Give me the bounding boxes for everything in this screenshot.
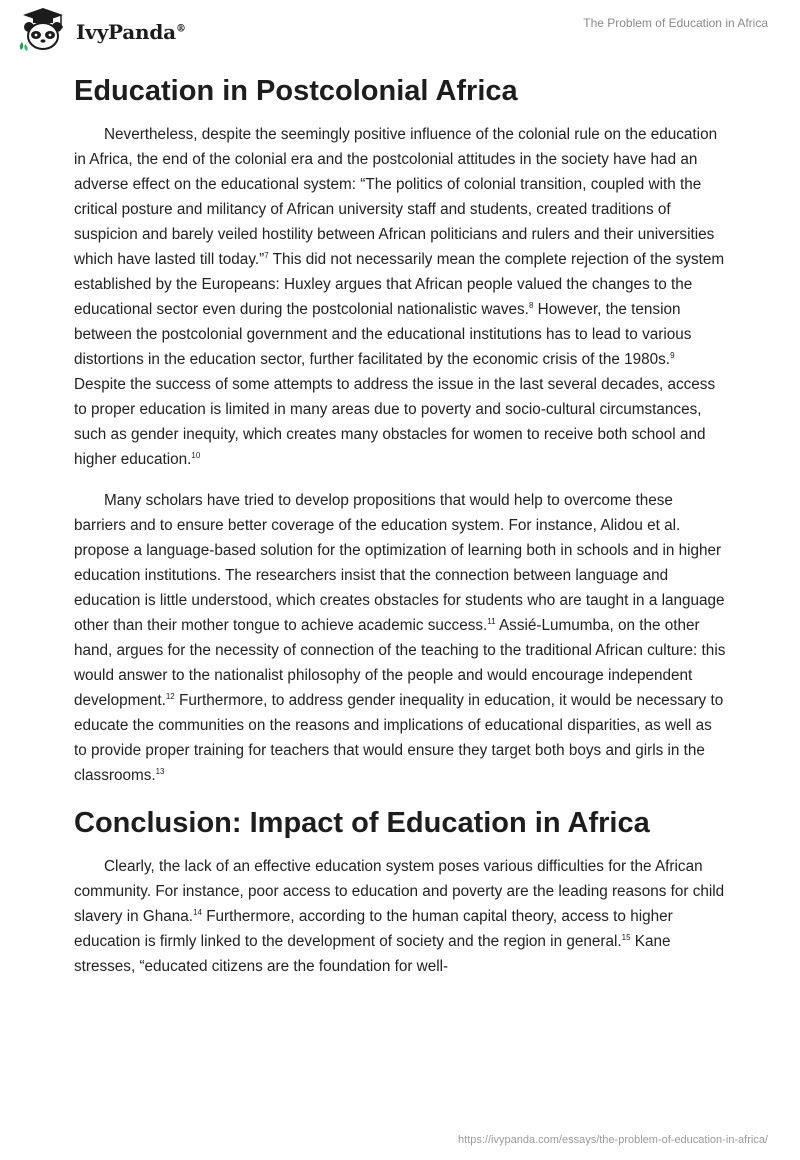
brand-name-text: IvyPanda xyxy=(76,19,176,44)
footnote-marker[interactable]: 11 xyxy=(487,616,496,626)
brand-name xyxy=(76,20,186,44)
ivypanda-logo[interactable] xyxy=(16,6,186,57)
paragraph: Nevertheless, despite the seemingly positive influence of the colonial rule on the education in Africa, the end of the colonial era and the postcolonial attitudes in the society have had an adverse effect on the educational system: “The politics of colonial transition, coupled with the critical posture and militancy of African university staff and students, created traditions of suspicion and barely veiled hostility between African politicians and rulers and their universities which have lasted till today.”$^7$ This did not necessarily mean the complete rejection of the system established by the Europeans: Huxley argues that African people valued the changes to the educational sector even during the postcolonial nationalistic waves.$^8$ However, the tension between the postcolonial government and the educational institutions has to lead to various distortions in the education sector, further facilitated by the economic crisis of the 1980s.$^9$ Despite the success of some attempts to address the issue in the last several decades, access to proper education is limited in many areas due to poverty and socio-cultural circumstances, such as gender inequity, which creates many obstacles for women to receive both school and higher education.$^{10}$ xyxy=(74,126,725,468)
document-title: The Problem of Education in Africa xyxy=(583,16,768,30)
footnote-marker[interactable]: 7 xyxy=(264,250,269,260)
footnote-marker[interactable]: 8 xyxy=(528,300,534,310)
footnote-marker[interactable]: 12 xyxy=(165,691,175,701)
section-heading-conclusion: Conclusion: Impact of Education in Africa xyxy=(74,807,650,839)
essay-content xyxy=(74,72,728,995)
page-header xyxy=(0,0,800,66)
footnote-marker[interactable]: 9 xyxy=(670,350,675,360)
section-heading-postcolonial: Education in Postcolonial Africa xyxy=(74,75,518,107)
footnote-marker[interactable]: 10 xyxy=(191,450,201,460)
registered-mark: ® xyxy=(175,22,186,34)
panda-icon xyxy=(16,6,70,57)
source-url[interactable]: https://ivypanda.com/essays/the-problem-of-education-in-africa/ xyxy=(458,1134,768,1146)
footnote-marker[interactable]: 15 xyxy=(621,932,631,942)
paragraph: Clearly, the lack of an effective education system poses various difficulties for the African community. For instance, poor access to education and poverty are the leading reasons for child slavery in Ghana.$^{14}$ Furthermore, according to the human capital theory, access to higher education is firmly linked to the development of society and the region in general.$^{15}$ Kane stresses, “educated citizens are the foundation for well- xyxy=(74,858,725,975)
paragraph: Many scholars have tried to develop propositions that would help to overcome these barriers and to ensure better coverage of the education system. For instance, Alidou et al. propose a language-based solution for the optimization of learning both in schools and in higher education institutions. The researchers insist that the connection between language and education is little understood, which creates obstacles for students who are taught in a language other than their mother tongue to achieve academic success.$^{11}$ Assié-Lumumba, on the other hand, argues for the necessity of connection of the teaching to the traditional African culture: this would answer to the nationalist philosophy of the people and would encourage independent development.$^{12}$ Furthermore, to address gender inequality in education, it would be necessary to educate the communities on the reasons and implications of educational disparities, as well as to provide proper training for teachers that would ensure they target both boys and girls in the classrooms.$^{13}$ xyxy=(74,492,726,784)
footnote-marker[interactable]: 14 xyxy=(193,907,202,917)
footnote-marker[interactable]: 13 xyxy=(155,766,165,776)
